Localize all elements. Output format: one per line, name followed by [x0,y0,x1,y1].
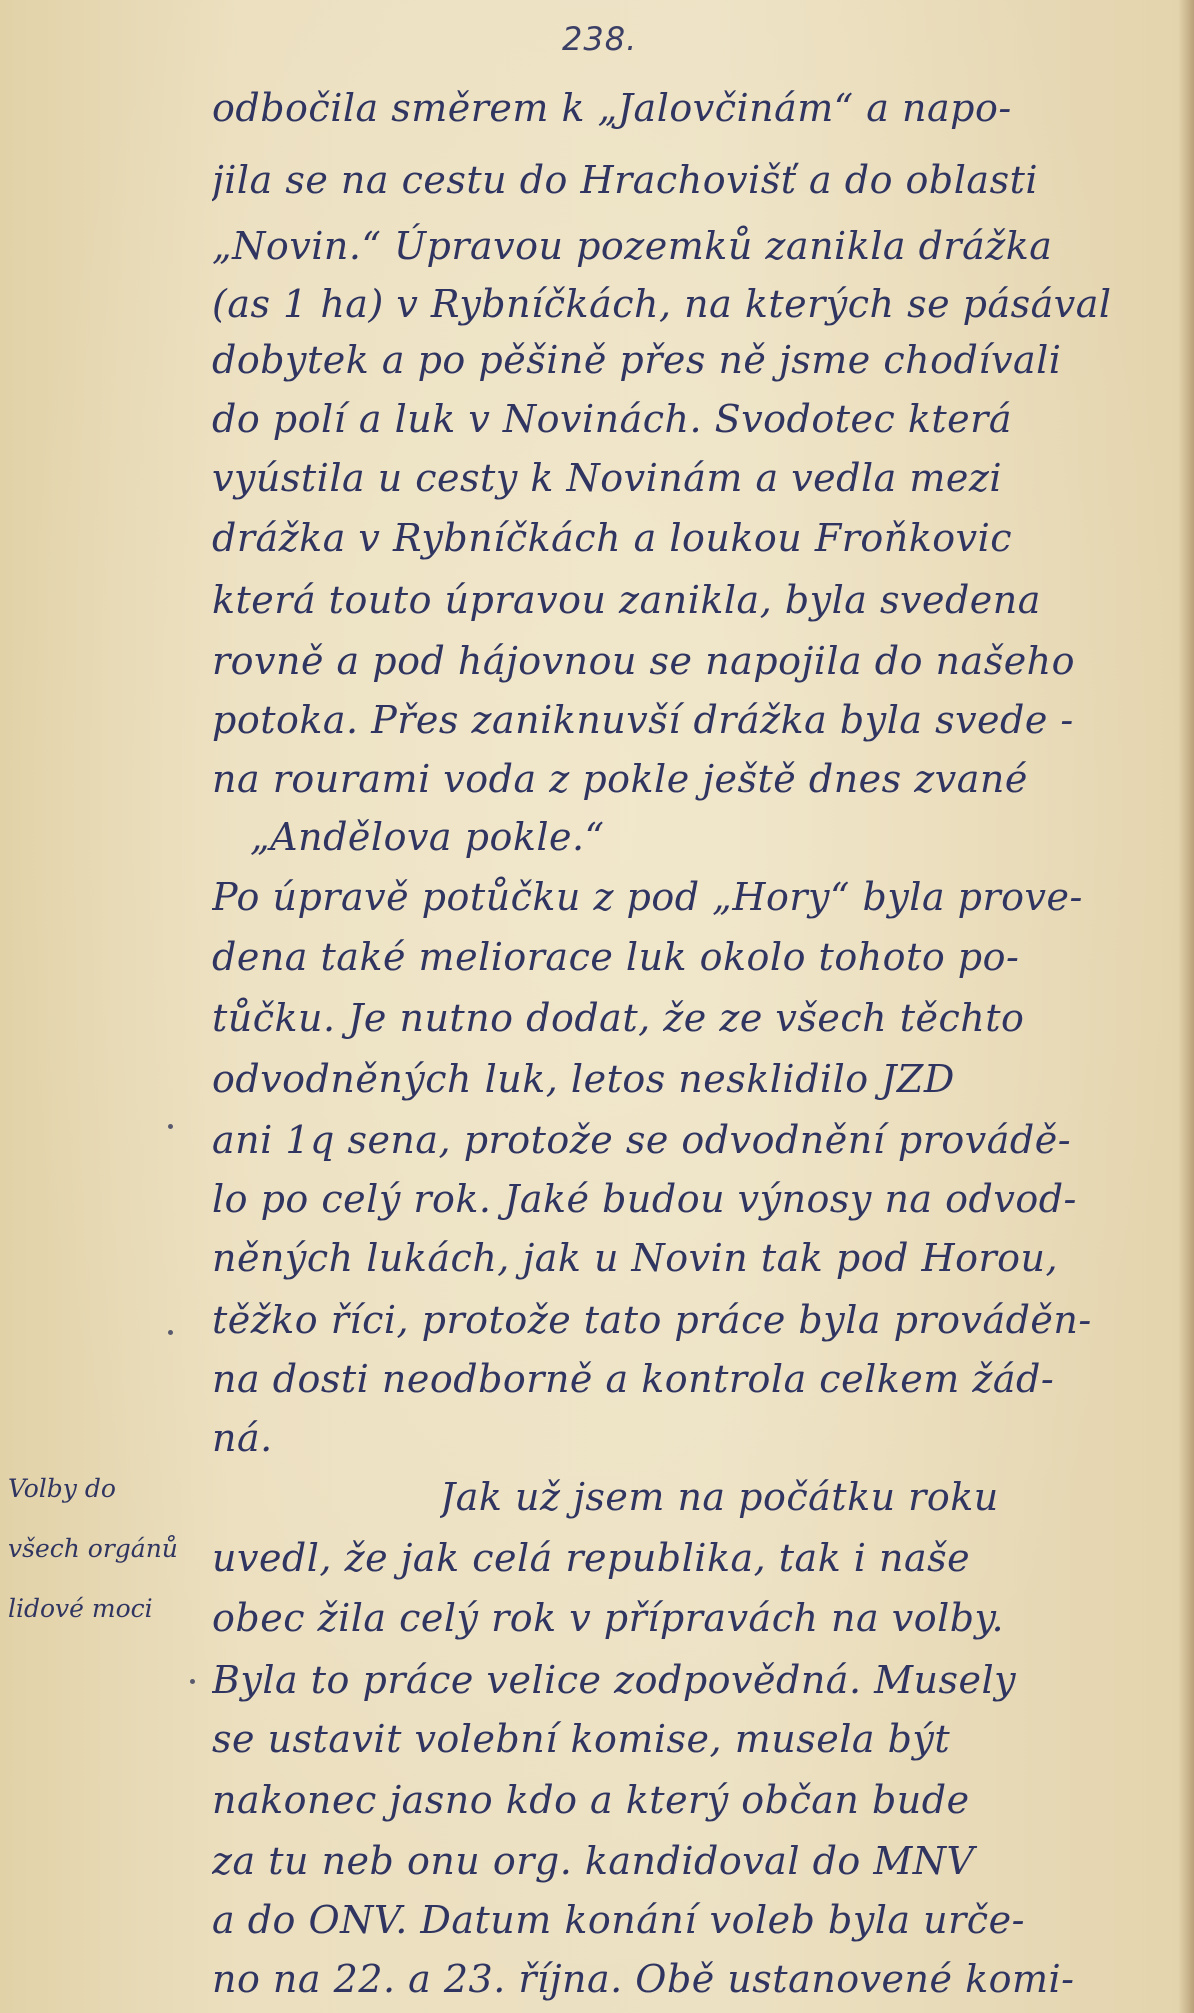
ink-dot [168,1124,173,1129]
text-line: rovně a pod hájovnou se napojila do našeho [212,639,1076,683]
page-number: 238. [562,20,638,58]
margin-note-line: všech orgánů [8,1534,178,1563]
text-line: vyústila u cesty k Novinám a vedla mezi [212,456,1003,500]
text-line: dena také meliorace luk okolo tohoto po- [212,935,1020,979]
text-line: no na 22. a 23. října. Obě ustanovené komi- [212,1957,1075,2001]
text-line: těžko říci, protože tato práce byla prováděn- [212,1298,1092,1342]
text-line: lo po celý rok. Jaké budou výnosy na odvod- [212,1177,1077,1221]
text-line: která touto úpravou zanikla, byla svedena [212,578,1041,622]
text-line: na dosti neodborně a kontrola celkem žád- [212,1357,1055,1401]
text-line: odbočila směrem k „Jalovčinám“ a napo- [212,86,1012,130]
text-line: něných lukách, jak u Novin tak pod Horou, [212,1236,1059,1280]
page-edge-shadow [1178,0,1194,2013]
text-line: do polí a luk v Novinách. Svodotec která [212,397,1012,441]
text-line: jila se na cestu do Hrachovišť a do oblasti [212,158,1038,202]
ink-dot [190,1679,195,1684]
text-line: nakonec jasno kdo a který občan bude [212,1778,970,1822]
text-line: Byla to práce velice zodpovědná. Musely [212,1658,1017,1702]
text-line: a do ONV. Datum konání voleb byla urče- [212,1898,1025,1942]
text-line: odvodněných luk, letos nesklidilo JZD [212,1057,955,1101]
text-line: dobytek a po pěšině přes ně jsme chodívali [212,338,1062,382]
text-line: Po úpravě potůčku z pod „Hory“ byla prove- [212,875,1083,919]
ink-dot [168,1330,173,1335]
margin-note-line: lidové moci [8,1594,153,1623]
text-line: (as 1 ha) v Rybníčkách, na kterých se pásával [212,282,1112,326]
text-line: potoka. Přes zaniknuvší drážka byla svede - [212,698,1074,742]
text-line: uvedl, že jak celá republika, tak i naše [212,1536,971,1580]
text-line: obec žila celý rok v přípravách na volby. [212,1596,1005,1640]
text-line: ani 1q sena, protože se odvodnění provádě- [212,1118,1072,1162]
text-line: „Andělova pokle.“ [250,815,605,859]
margin-note-line: Volby do [8,1474,116,1503]
text-line: Jak už jsem na počátku roku [440,1475,999,1519]
text-line: tůčku. Je nutno dodat, že ze všech těchto [212,996,1025,1040]
text-line: „Novin.“ Úpravou pozemků zanikla drážka [212,224,1053,268]
text-line: ná. [212,1416,273,1460]
text-line: drážka v Rybníčkách a loukou Froňkovic [212,516,1013,560]
text-line: se ustavit volební komise, musela být [212,1717,951,1761]
text-line: na rourami voda z pokle ještě dnes zvané [212,757,1028,801]
text-line: za tu neb onu org. kandidoval do MNV [212,1839,975,1883]
